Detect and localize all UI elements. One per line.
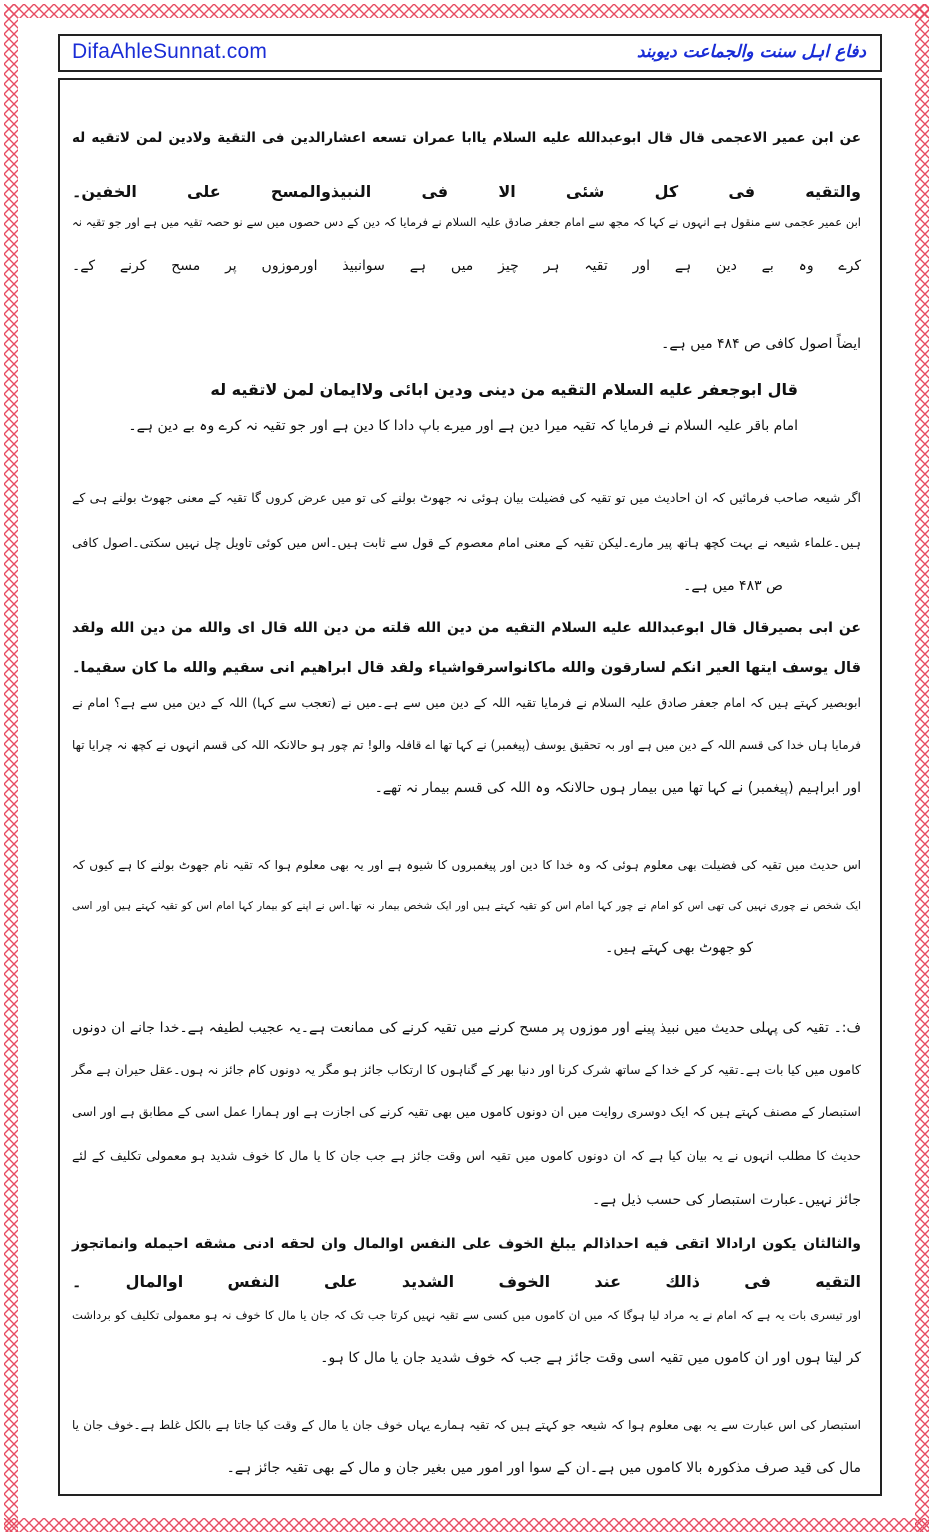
text-line: والثالثان يكون ارادالا اتقى فيه احداذالم يبلغ الخوف على النفس اوالمال وان لحقه ادنى مشقه احيمله وانماتجوز bbox=[72, 1236, 861, 1252]
text-line: عن ابن عمير الاعجمى قال قال ابوعبدالله عليه السلام ياابا عمران تسعه اعشارالدين فى التقية ولادين لمن لاتقيه له bbox=[72, 130, 861, 146]
text-line: اور تیسری بات یہ ہے کہ امام نے یہ مراد لیا ہوگا کہ میں ان کاموں میں کسی سے تقیہ نہیں کرتا جب تک کہ جان یا مال کا خوف نہ ہو معمولی تکلیف کو برداشت bbox=[72, 1308, 861, 1322]
text-line: اور ابراہیم (پیغمبر) نے کہا تھا میں بیمار ہوں حالانکہ وہ اللہ کی قسم بیمار نہ تھے۔ bbox=[374, 780, 861, 796]
text-line: کر لیتا ہوں اور ان کاموں میں تقیہ اسی وقت جائز ہے جب کہ خوف شدید جان یا مال کا ہو۔ bbox=[320, 1350, 861, 1366]
text-line: قال ابوجعفر عليه السلام التقيه من دينى ودين ابائى ولاايمان لمن لاتقيه له bbox=[210, 380, 798, 399]
text-line: جائز نہیں۔عبارت استبصار کی حسب ذیل ہے۔ bbox=[591, 1192, 861, 1208]
text-line: استبصار کے مصنف کہتے ہیں کہ ایک دوسری روایت میں ان دونوں کاموں میں بھی تقیہ کرنے کی اجازت ہے اور ہمارا عمل اسی کے مطابق ہے اور اسی bbox=[72, 1104, 861, 1119]
text-line: استبصار کی اس عبارت سے یہ بھی معلوم ہوا کہ شیعہ جو کہتے ہیں کہ تقیہ ہمارے یہاں خوف جان یا مال کے وقت کیا جاتا ہے بالکل غلط ہے۔خوف جان یا bbox=[72, 1418, 861, 1432]
text-line: ص ۴۸۳ میں ہے۔ bbox=[683, 578, 783, 594]
border-top bbox=[4, 4, 929, 18]
text-line: حدیث کا مطلب انہوں نے یہ بیان کیا ہے کہ ان دونوں کاموں میں تقیہ اس وقت جائز ہے جب جان کا یا مال کا خوف شدید ہو معمولی تکلیف کے لئے bbox=[72, 1148, 861, 1163]
page-header bbox=[58, 34, 882, 72]
text-line: والتقيه فى كل شئى الا فى النبيذوالمسح على الخفين۔ bbox=[72, 182, 861, 201]
text-line: فرمایا ہاں خدا کی قسم اللہ کے دین میں ہے اور بہ تحقیق یوسف (پیغمبر) نے کہا تھا اے قافلہ والو! تم چور ہو حالانکہ اللہ کی قسم انہوں نے کچھ نہ چرایا تھا bbox=[72, 738, 861, 752]
border-bottom bbox=[4, 1518, 929, 1532]
text-line: ف:۔ تقیہ کی پہلی حدیث میں نبیذ پینے اور موزوں پر مسح کرنے میں تقیہ کرنے کی ممانعت ہے۔یہ عجیب لطیفہ ہے۔خدا جانے ان دونوں bbox=[72, 1020, 861, 1036]
text-line: ابن عمیر عجمی سے منقول ہے انہوں نے کہا کہ مجھ سے امام جعفر صادق علیہ السلام نے فرمایا کہ دین کے دس حصوں میں سے نو حصہ تقیہ میں ہے اور جو تقیہ نہ bbox=[72, 215, 861, 229]
text-line: ہیں۔علماء شیعہ نے بہت کچھ ہاتھ پیر مارے۔لیکن تقیہ کے معنی امام معصوم کے قول سے ثابت ہیں۔اس میں کوئی تاویل چل نہیں سکتی۔اصول کافی bbox=[72, 535, 861, 550]
site-title: دفاع اہل سنت والجماعت دیوبند bbox=[636, 42, 866, 62]
border-left bbox=[4, 4, 18, 1532]
site-url: DifaAhleSunnat.com bbox=[72, 40, 268, 63]
text-line: امام باقر علیہ السلام نے فرمایا کہ تقیہ میرا دین ہے اور میرے باپ دادا کا دین ہے اور جو تقیہ نہ کرے وہ بے دین ہے۔ bbox=[128, 418, 798, 434]
text-line: قال يوسف ايتها العير انكم لسارقون والله ماكانواسرقواشياء ولقد قال ابراهيم انى سقيم والله ما كان سقيما۔ bbox=[72, 660, 861, 676]
text-line: ایک شخص نے چوری نہیں کی تھی اس کو امام نے چور کہا امام اس کو تقیہ کہتے ہیں اور ایک شخص بیمار نہ تھا۔اس نے اپنے کو بیمار کہا امام اس کو تقیہ کہتے ہیں اور اسی bbox=[72, 900, 861, 912]
text-line: ایضاً اصول کافی ص ۴۸۴ میں ہے۔ bbox=[661, 336, 861, 352]
text-line: ابوبصیر کہتے ہیں کہ امام جعفر صادق علیہ السلام نے فرمایا تقیہ اللہ کے دین میں سے ہے۔میں نے (تعجب سے کہا) اللہ کے دین میں سے ہے؟ امام نے bbox=[72, 695, 861, 710]
text-line: اگر شیعہ صاحب فرمائیں کہ ان احادیث میں تو تقیہ کی فضیلت بیان ہوئی نہ جھوٹ بولنے کی تو میں عرض کروں گا تقیہ کے معنی جھوٹ بولنے ہی کے bbox=[72, 490, 861, 505]
text-line: اس حدیث میں تقیہ کی فضیلت بھی معلوم ہوئی کہ وہ خدا کا دین اور پیغمبروں کا شیوہ ہے اور یہ بھی معلوم ہوا کہ تقیہ نام جھوٹ بولنے کا ہے کیوں کہ bbox=[72, 858, 861, 872]
border-right bbox=[915, 4, 929, 1532]
text-line: کاموں میں کیا بات ہے۔تقیہ کر کے خدا کے ساتھ شرک کرنا اور دنیا بھر کے گناہوں کا ارتکاب جائز ہو مگر یہ دونوں کام جائز نہ ہوں۔عقل حیران ہے مگر bbox=[71, 1062, 861, 1077]
text-line: عن ابى بصيرقال قال ابوعبدالله عليه السلام التقيه من دين الله قلته من دين الله قال اى والله من دين الله ولقد bbox=[72, 620, 861, 636]
text-line: کو جھوٹ بھی کہتے ہیں۔ bbox=[605, 940, 753, 956]
text-line: التقيه فى ذالك عند الخوف الشديد على النفس اوالمال ۔ bbox=[72, 1272, 861, 1291]
text-line: مال کی قید صرف مذکورہ بالا کاموں میں ہے۔ان کے سوا اور امور میں بغیر جان و مال کے بھی تقیہ جائز ہے۔ bbox=[226, 1460, 861, 1476]
text-line: کرے وہ بے دین ہے اور تقیہ ہر چیز میں ہے سوانبیذ اورموزوں پر مسح کرنے کے۔ bbox=[72, 258, 861, 274]
